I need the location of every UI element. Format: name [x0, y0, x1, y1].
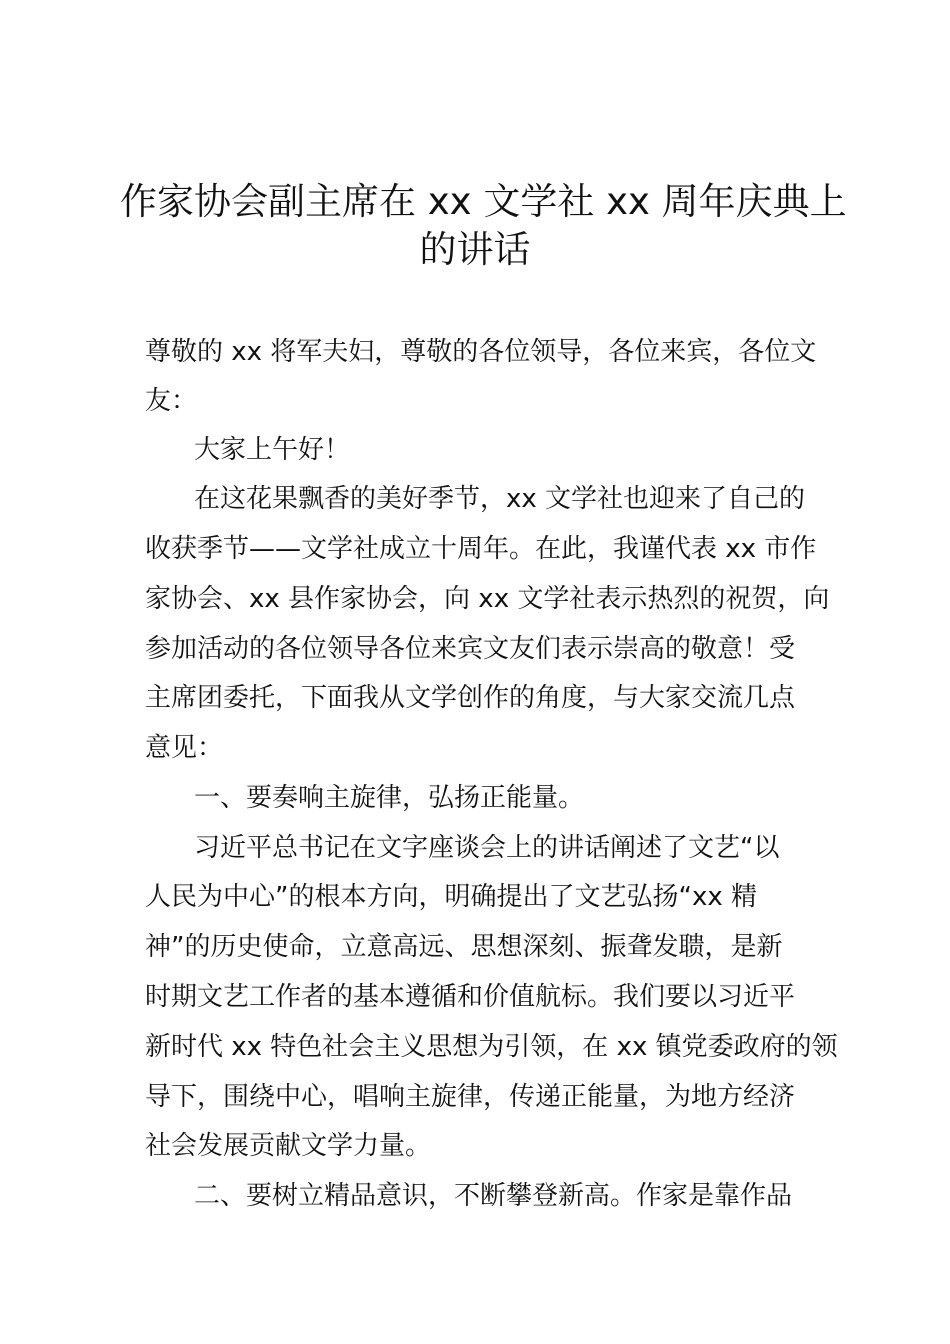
body-line: 社会发展贡献文学力量。 [145, 1131, 432, 1161]
salutation-line-1: 尊敬的 xx 将军夫妇，尊敬的各位领导，各位来宾，各位文 [145, 337, 817, 367]
body-line: 人民为中心”的根本方向，明确提出了文艺弘扬“xx 精 [145, 882, 757, 912]
body-line: 神”的历史使命，立意高远、思想深刻、振聋发聩，是新 [145, 932, 783, 962]
section-heading-2: 二、要树立精品意识，不断攀登新高。作家是靠作品 [194, 1181, 793, 1211]
greeting-line: 大家上午好！ [194, 435, 351, 465]
body-line: 时期文艺工作者的基本遵循和价值航标。我们要以习近平 [145, 982, 796, 1012]
document-title-line-1: 作家协会副主席在 xx 文学社 xx 周年庆典上 [120, 180, 847, 223]
body-line: 意见： [145, 733, 224, 763]
body-line: 导下，围绕中心，唱响主旋律，传递正能量，为地方经济 [145, 1082, 796, 1112]
body-line: 在这花果飘香的美好季节，xx 文学社也迎来了自己的 [194, 484, 806, 514]
body-line: 收获季节——文学社成立十周年。在此，我谨代表 xx 市作 [145, 534, 817, 564]
body-line: 参加活动的各位领导各位来宾文友们表示崇高的敬意！受 [145, 634, 796, 664]
body-line: 新时代 xx 特色社会主义思想为引领，在 xx 镇党委政府的领 [145, 1032, 838, 1062]
body-line: 主席团委托，下面我从文学创作的角度，与大家交流几点 [145, 683, 796, 713]
body-line: 习近平总书记在文字座谈会上的讲话阐述了文艺“以 [194, 833, 780, 863]
document-title-line-2: 的讲话 [419, 228, 531, 271]
section-heading-1: 一、要奏响主旋律，弘扬正能量。 [194, 783, 585, 813]
body-line: 家协会、xx 县作家协会，向 xx 文学社表示热烈的祝贺，向 [145, 584, 830, 614]
salutation-line-2: 友： [145, 386, 198, 416]
